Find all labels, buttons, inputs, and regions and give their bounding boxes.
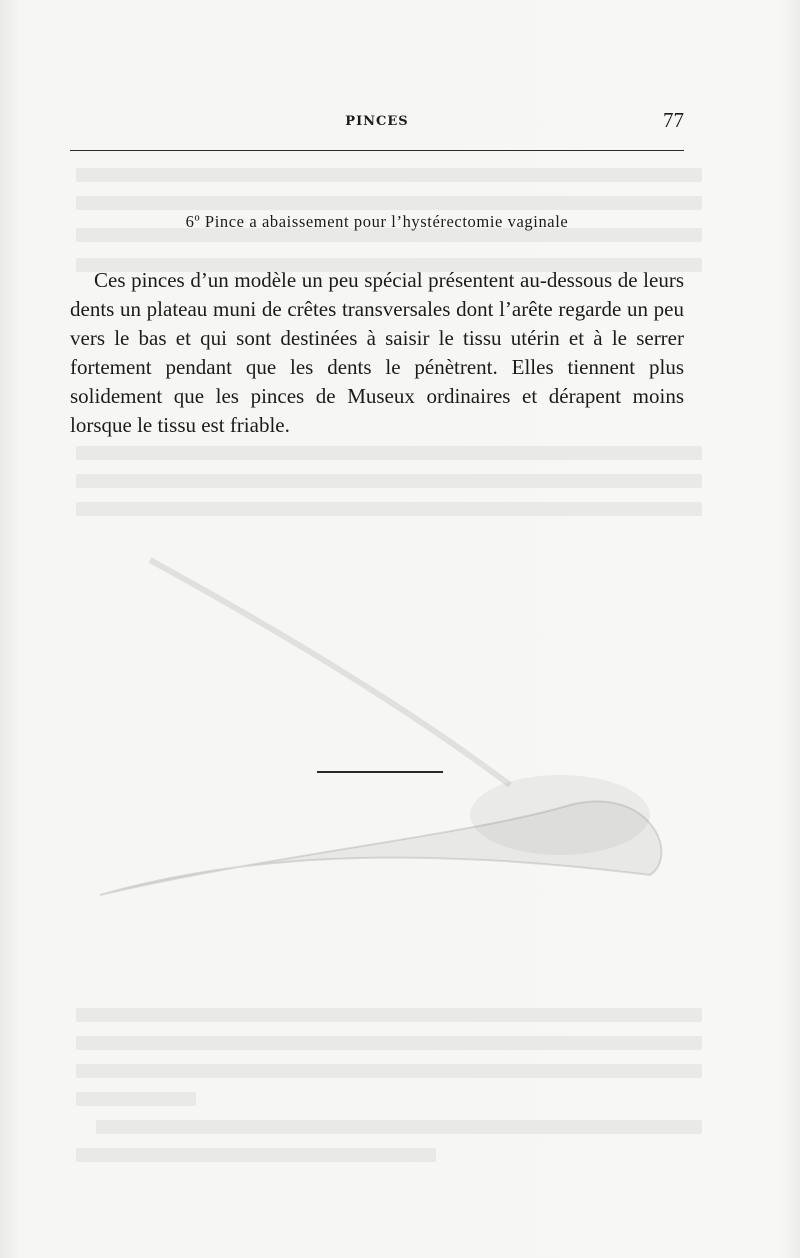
running-title: PINCES: [345, 114, 409, 129]
running-head: [70, 108, 684, 138]
header-rule: [70, 150, 684, 151]
page-number: 77: [663, 108, 684, 132]
section-end-rule: [317, 771, 443, 773]
bleed-forceps-figure: [90, 555, 690, 945]
section-heading: 6º Pince a abaissement pour l’hystérectomie vaginale: [185, 212, 569, 231]
body-paragraph: Ces pinces d’un modèle un peu spécial présentent au-dessous de leurs dents un plateau muni de crêtes transversales dont l’arête regarde un peu vers le bas et qui sont destinées à saisir le tissu utérin et à le serrer fortement pendant que les dents le pénètrent. Elles tiennent plus solidement que les pinces de Museux ordinaires et dérapent moins lorsque le tissu est friable.: [70, 268, 684, 437]
